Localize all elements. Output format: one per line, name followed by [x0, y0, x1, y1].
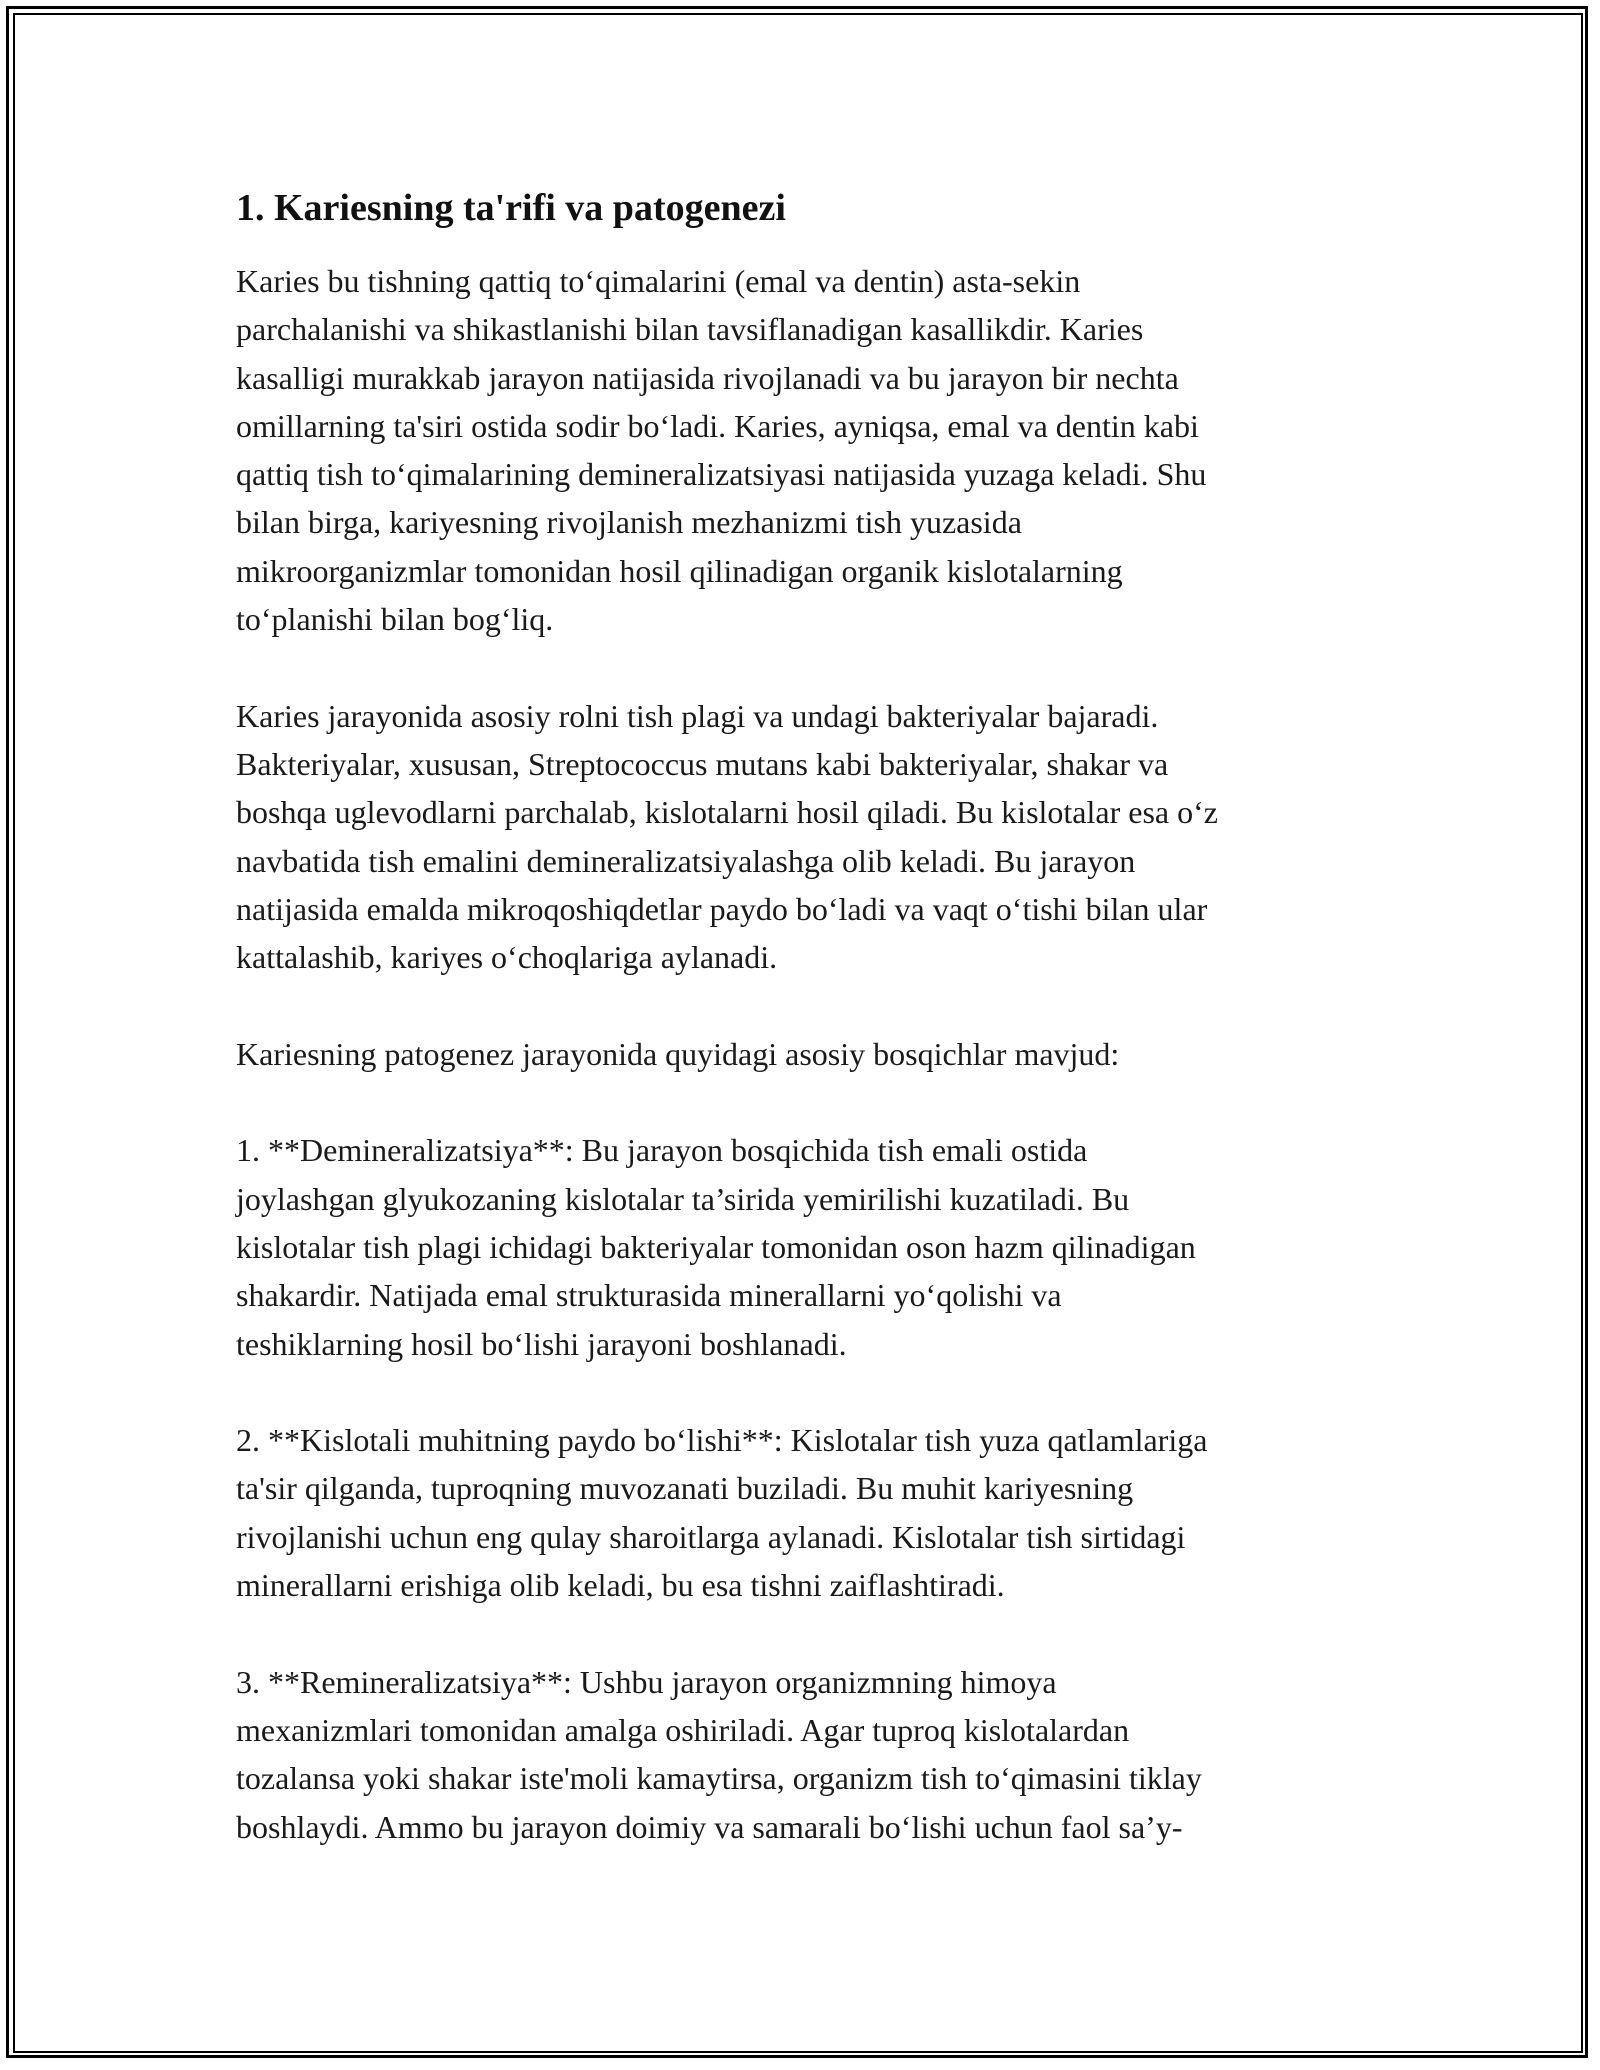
document-body [236, 185, 1386, 1899]
paragraph-stages-intro: Kariesning patogenez jarayonida quyidagi asosiy bosqichlar mavjud: [236, 1035, 1120, 1072]
paragraph-bacteria-role: Karies jarayonida asosiy rolni tish plagi va undagi bakteriyalar bajaradi. Bakteriyalar, xususan, Streptococcus mutans kabi bakteriyalar, shakar va boshqa uglevodlarni parchalab, kislotalarni hosil qiladi. Bu kislotalar esa o‘z navbatida tish emalini demineralizatsiyalashga olib keladi. Bu jarayon natijasida emalda mikroqoshiqdetlar paydo bo‘ladi va vaqt o‘tishi bilan ular kattalashib, kariyes o‘choqlariga aylanadi. [236, 697, 1218, 976]
list-item-remineralization: 3. **Remineralizatsiya**: Ushbu jarayon organizmning himoya mexanizmlari tomonidan amalga oshiriladi. Agar tuproq kislotalardan tozalansa yoki shakar iste'moli kamaytirsa, organizm tish to‘qimasini tiklay boshlaydi. Ammo bu jarayon doimiy va samarali bo‘lishi uchun faol sa’y- [236, 1663, 1202, 1845]
list-item-acidic-environment: 2. **Kislotali muhitning paydo bo‘lishi**: Kislotalar tish yuza qatlamlariga ta'sir qilganda, tuproqning muvozanati buziladi. Bu muhit kariyesning rivojlanishi uchun eng qulay sharoitlarga aylanadi. Kislotalar tish sirtidagi minerallarni erishiga olib keladi, bu esa tishni zaiflashtiradi. [236, 1422, 1208, 1604]
section-heading: 1. Kariesning ta'rifi va patogenezi [236, 187, 786, 229]
paragraph-definition: Karies bu tishning qattiq to‘qimalarini (emal va dentin) asta-sekin parchalanishi va shikastlanishi bilan tavsiflanadigan kasallikdir. Karies kasalligi murakkab jarayon natijasida rivojlanadi va bu jarayon bir nechta omillarning ta'siri ostida sodir bo‘ladi. Karies, ayniqsa, emal va dentin kabi qattiq tish to‘qimalarining demineralizatsiyasi natijasida yuzaga keladi. Shu bilan birga, kariyesning rivojlanish mezhanizmi tish yuzasida mikroorganizmlar tomonidan hosil qilinadigan organik kislotalarning to‘planishi bilan bog‘liq. [236, 263, 1207, 638]
list-item-demineralization: 1. **Demineralizatsiya**: Bu jarayon bosqichida tish emali ostida joylashgan glyukozaning kislotalar ta’sirida yemirilishi kuzatiladi. Bu kislotalar tish plagi ichidagi bakteriyalar tomonidan oson hazm qilinadigan shakardir. Natijada emal strukturasida minerallarni yo‘qolishi va teshiklarning hosil bo‘lishi jarayoni boshlanadi. [236, 1132, 1196, 1362]
